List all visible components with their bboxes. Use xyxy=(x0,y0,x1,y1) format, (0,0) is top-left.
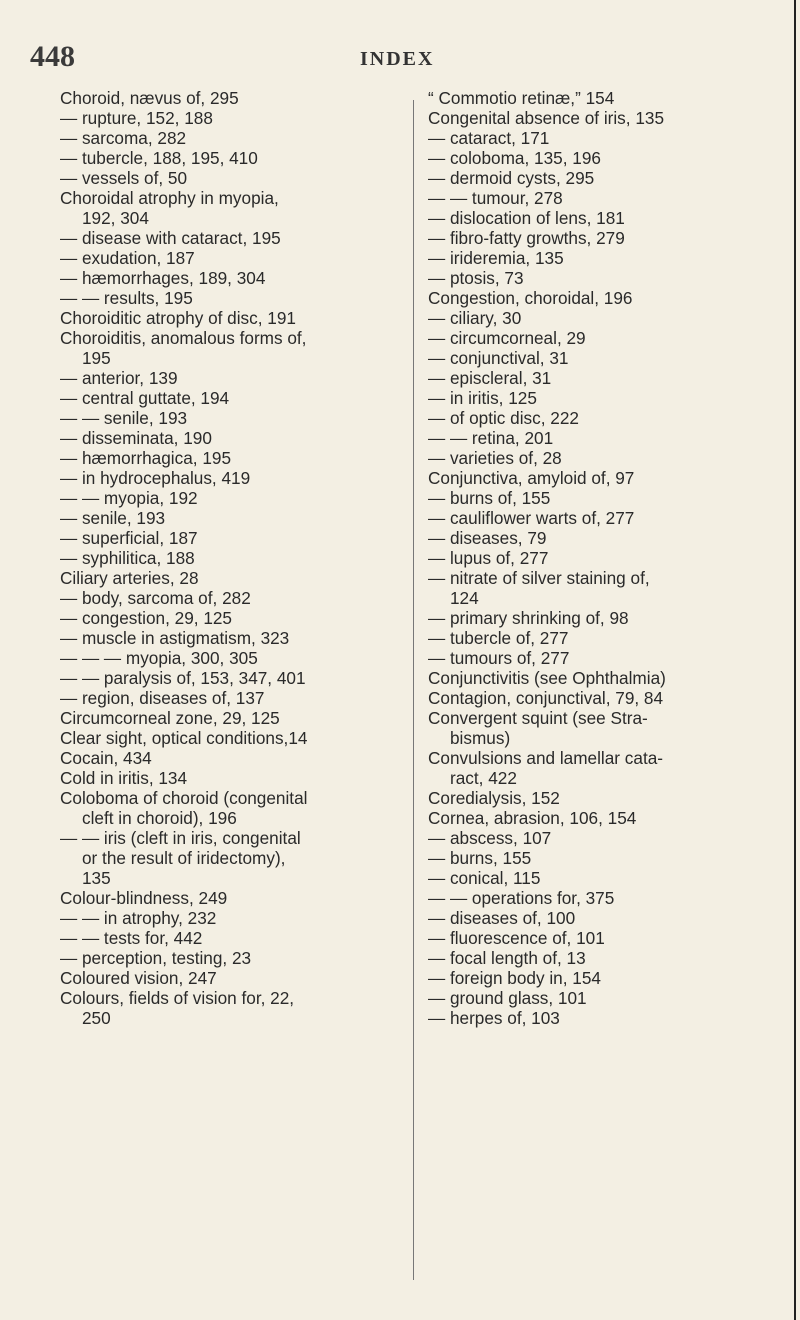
index-entry: — — iris (cleft in iris, congenital xyxy=(60,828,301,848)
index-entry: — primary shrinking of, 98 xyxy=(428,608,629,628)
index-entry: — dislocation of lens, 181 xyxy=(428,208,625,228)
index-entry: — conjunctival, 31 xyxy=(428,348,569,368)
index-entry: — — retina, 201 xyxy=(428,428,554,448)
index-entry: Coredialysis, 152 xyxy=(428,788,560,808)
index-entry: Congenital absence of iris, 135 xyxy=(428,108,665,128)
column-divider xyxy=(413,100,414,1280)
index-entry: — syphilitica, 188 xyxy=(60,548,195,568)
index-entry: — — — myopia, 300, 305 xyxy=(60,648,258,668)
index-entry: — central guttate, 194 xyxy=(60,388,230,408)
index-entry: — ciliary, 30 xyxy=(428,308,522,328)
index-entry: — irideremia, 135 xyxy=(428,248,564,268)
index-entry: Choroid, nævus of, 295 xyxy=(60,88,239,108)
index-entry: Colour-blindness, 249 xyxy=(60,888,228,908)
index-entry: — body, sarcoma of, 282 xyxy=(60,588,251,608)
index-entry: or the result of iridectomy), xyxy=(82,848,286,868)
index-entry: — disseminata, 190 xyxy=(60,428,212,448)
index-entry: — dermoid cysts, 295 xyxy=(428,168,595,188)
index-entry: Ciliary arteries, 28 xyxy=(60,568,199,588)
index-entry: Convulsions and lamellar cata- xyxy=(428,748,664,768)
index-entry: — cataract, 171 xyxy=(428,128,550,148)
index-entry: — in iritis, 125 xyxy=(428,388,537,408)
index-entry: — — paralysis of, 153, 347, 401 xyxy=(60,668,306,688)
index-entry: 192, 304 xyxy=(82,208,149,228)
index-entry: cleft in choroid), 196 xyxy=(82,808,237,828)
index-entry: — sarcoma, 282 xyxy=(60,128,187,148)
index-entry: — fibro-fatty growths, 279 xyxy=(428,228,625,248)
index-entry: 250 xyxy=(82,1008,111,1028)
index-entry: Coloured vision, 247 xyxy=(60,968,217,988)
index-entry: — congestion, 29, 125 xyxy=(60,608,232,628)
index-entry: — of optic disc, 222 xyxy=(428,408,579,428)
index-entry: — — results, 195 xyxy=(60,288,193,308)
index-entry: — burns, 155 xyxy=(428,848,532,868)
index-entry: — conical, 115 xyxy=(428,868,541,888)
index-entry: — fluorescence of, 101 xyxy=(428,928,605,948)
index-entry: — exudation, 187 xyxy=(60,248,195,268)
index-column-right xyxy=(428,88,788,1028)
index-entry: “ Commotio retinæ,” 154 xyxy=(428,88,615,108)
index-entry: Cocain, 434 xyxy=(60,748,152,768)
index-entry: — foreign body in, 154 xyxy=(428,968,601,988)
index-entry: — abscess, 107 xyxy=(428,828,552,848)
index-entry: — region, diseases of, 137 xyxy=(60,688,265,708)
page-edge xyxy=(794,0,796,1320)
index-entry: — — senile, 193 xyxy=(60,408,188,428)
index-entry: — tubercle of, 277 xyxy=(428,628,569,648)
index-entry: ract, 422 xyxy=(450,768,517,788)
index-entry: Cornea, abrasion, 106, 154 xyxy=(428,808,637,828)
index-entry: — perception, testing, 23 xyxy=(60,948,252,968)
index-entry: Cold in iritis, 134 xyxy=(60,768,188,788)
index-entry: Choroiditis, anomalous forms of, xyxy=(60,328,307,348)
index-entry: Choroiditic atrophy of disc, 191 xyxy=(60,308,296,328)
index-entry: Coloboma of choroid (congenital xyxy=(60,788,308,808)
index-entry: — — tumour, 278 xyxy=(428,188,563,208)
index-entry: Conjunctivitis (see Ophthalmia) xyxy=(428,668,666,688)
index-entry: — anterior, 139 xyxy=(60,368,178,388)
index-entry: — muscle in astigmatism, 323 xyxy=(60,628,290,648)
index-entry: — — tests for, 442 xyxy=(60,928,203,948)
index-entry: Convergent squint (see Stra- xyxy=(428,708,648,728)
index-entry: — tubercle, 188, 195, 410 xyxy=(60,148,258,168)
index-entry: 195 xyxy=(82,348,111,368)
index-entry: — coloboma, 135, 196 xyxy=(428,148,601,168)
index-entry: — senile, 193 xyxy=(60,508,166,528)
index-entry: — lupus of, 277 xyxy=(428,548,549,568)
index-entry: — — in atrophy, 232 xyxy=(60,908,217,928)
page-number: 448 xyxy=(30,40,75,73)
index-entry: — focal length of, 13 xyxy=(428,948,586,968)
index-entry: — diseases of, 100 xyxy=(428,908,576,928)
index-entry: — hæmorrhages, 189, 304 xyxy=(60,268,266,288)
index-entry: Circumcorneal zone, 29, 125 xyxy=(60,708,280,728)
index-entry: Choroidal atrophy in myopia, xyxy=(60,188,279,208)
index-entry: — superficial, 187 xyxy=(60,528,198,548)
index-entry: — ground glass, 101 xyxy=(428,988,587,1008)
index-entry: — hæmorrhagica, 195 xyxy=(60,448,232,468)
index-entry: Contagion, conjunctival, 79, 84 xyxy=(428,688,664,708)
index-entry: bismus) xyxy=(450,728,511,748)
index-column-left xyxy=(60,88,400,1028)
index-entry: Congestion, choroidal, 196 xyxy=(428,288,633,308)
index-entry: — episcleral, 31 xyxy=(428,368,552,388)
index-entry: — nitrate of silver staining of, xyxy=(428,568,650,588)
index-entry: — disease with cataract, 195 xyxy=(60,228,281,248)
index-entry: 124 xyxy=(450,588,479,608)
index-entry: — diseases, 79 xyxy=(428,528,547,548)
index-entry: 135 xyxy=(82,868,111,888)
index-entry: — cauliflower warts of, 277 xyxy=(428,508,635,528)
index-entry: — rupture, 152, 188 xyxy=(60,108,213,128)
index-entry: — herpes of, 103 xyxy=(428,1008,560,1028)
index-entry: — — myopia, 192 xyxy=(60,488,198,508)
index-entry: Colours, fields of vision for, 22, xyxy=(60,988,295,1008)
index-entry: — — operations for, 375 xyxy=(428,888,615,908)
index-entry: — tumours of, 277 xyxy=(428,648,570,668)
running-head: INDEX xyxy=(360,48,435,70)
index-entry: — circumcorneal, 29 xyxy=(428,328,586,348)
index-entry: — varieties of, 28 xyxy=(428,448,562,468)
index-entry: — ptosis, 73 xyxy=(428,268,524,288)
index-entry: Clear sight, optical conditions,14 xyxy=(60,728,308,748)
index-entry: — in hydrocephalus, 419 xyxy=(60,468,251,488)
index-entry: Conjunctiva, amyloid of, 97 xyxy=(428,468,635,488)
index-entry: — burns of, 155 xyxy=(428,488,551,508)
index-entry: — vessels of, 50 xyxy=(60,168,188,188)
